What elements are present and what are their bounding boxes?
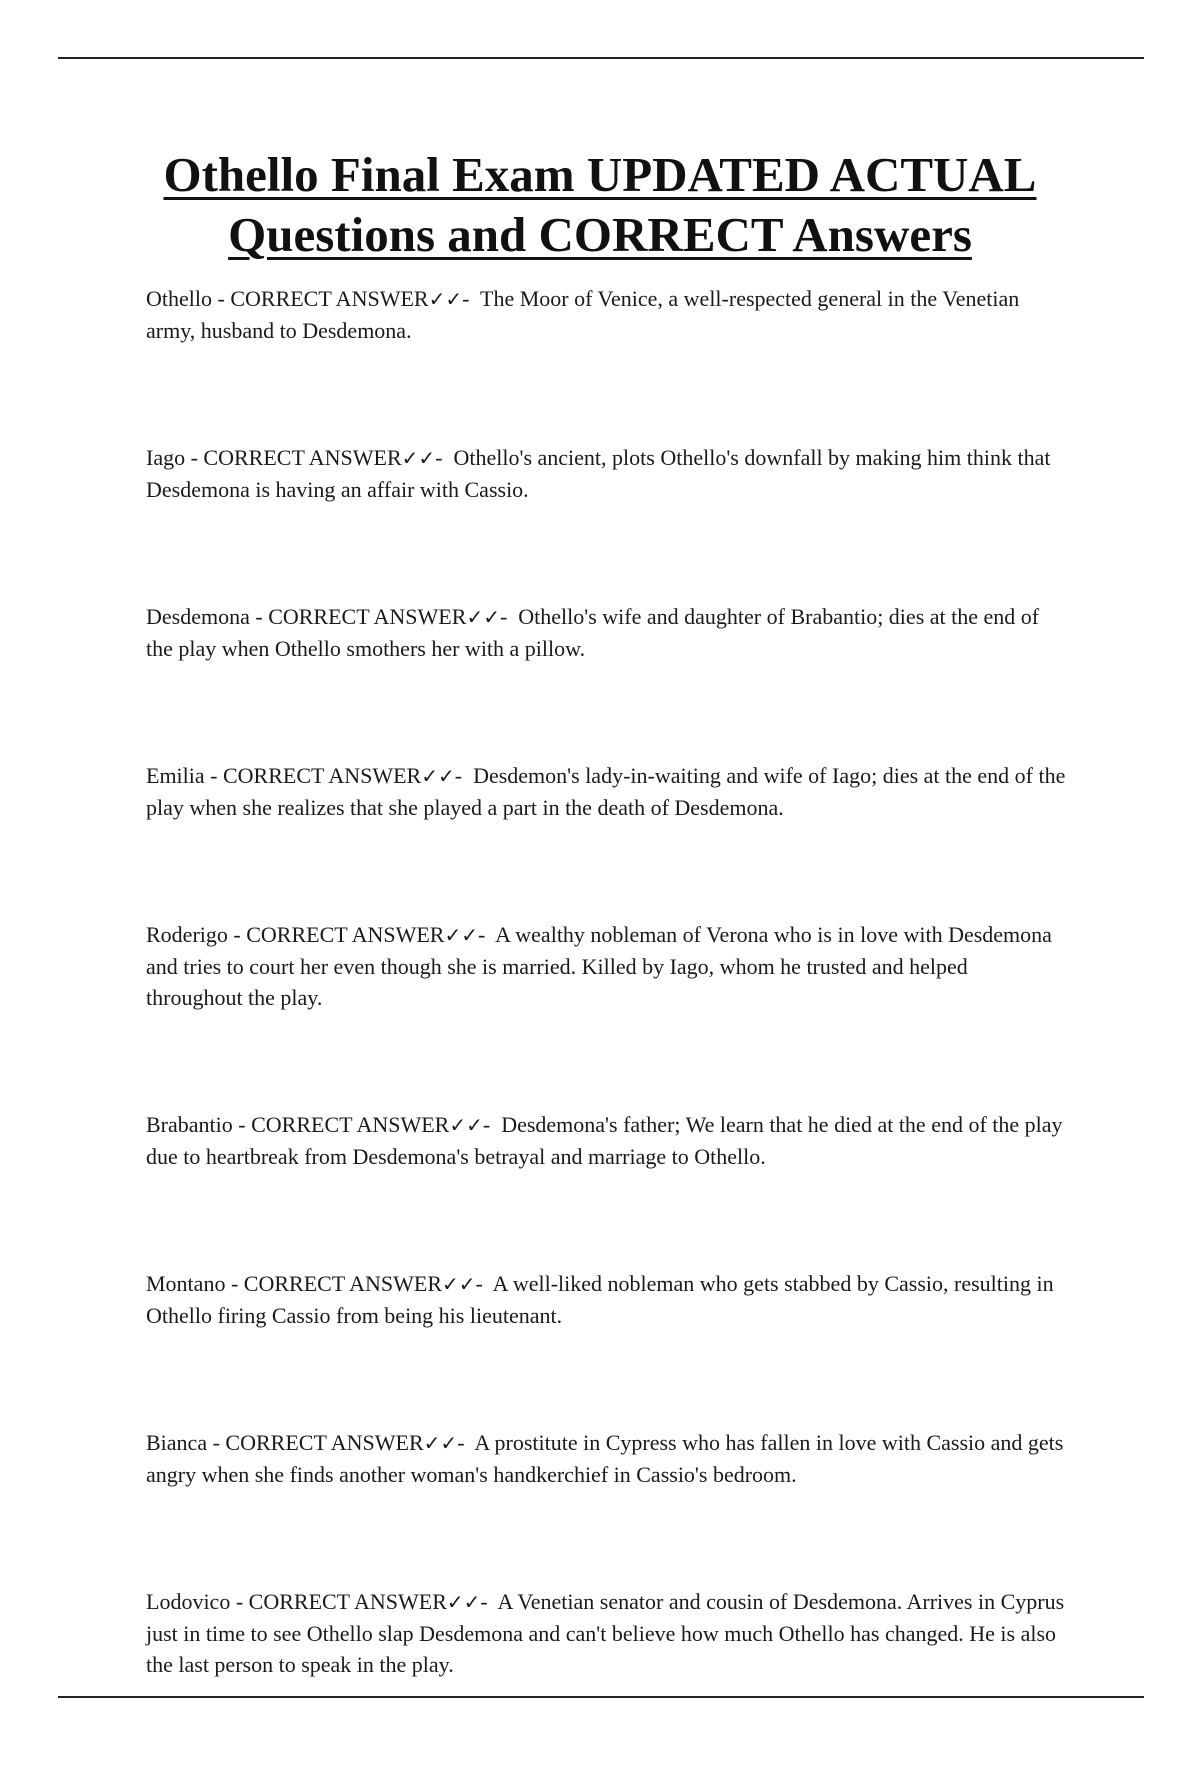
qa-entry: Emilia - CORRECT ANSWER✓✓- Desdemon's lady-in-waiting and wife of Iago; dies at the end of the play when she realizes that she played a part in the death of Desdemona. [146, 763, 1066, 820]
entry-definition: Desdemon's lady-in-waiting and wife of Iago; dies at the end of the play when she realizes that she played a part in the death of Desdemona. [146, 763, 1066, 820]
title-line-1: Othello Final Exam UPDATED ACTUAL [163, 147, 1037, 202]
double-check-icon: ✓✓ [442, 1272, 476, 1296]
entry-definition: A well-liked nobleman who gets stabbed by Cassio, resulting in Othello firing Cassio from being his lieutenant. [146, 1271, 1054, 1328]
answer-label: CORRECT ANSWER [251, 1112, 450, 1137]
qa-entry: Lodovico - CORRECT ANSWER✓✓- A Venetian senator and cousin of Desdemona. Arrives in Cyprus just in time to see Othello slap Desdemona and can't believe how much Othello has changed. He is also the last person to speak in the play. [146, 1589, 1065, 1677]
entry-definition: The Moor of Venice, a well-respected general in the Venetian army, husband to Desdemona. [146, 286, 1020, 343]
answer-label: CORRECT ANSWER [243, 1271, 443, 1296]
answer-label: CORRECT ANSWER [268, 604, 467, 629]
entry-definition: Othello's wife and daughter of Brabantio; dies at the end of the play when Othello smothers her with a pillow. [146, 604, 1040, 661]
double-check-icon: ✓✓ [444, 923, 478, 947]
qa-entry: Roderigo - CORRECT ANSWER✓✓- A wealthy nobleman of Verona who is in love with Desdemona and tries to court her even though she is married. Killed by Iago, whom he trusted and helped throughout the play. [146, 922, 1052, 1010]
qa-list [146, 283, 1066, 1776]
entry-term: Desdemona [146, 604, 250, 629]
entry-term: Bianca [146, 1430, 208, 1455]
double-check-icon: ✓✓ [449, 1113, 483, 1137]
entry-term: Montano [146, 1271, 226, 1296]
top-rule [58, 57, 1144, 59]
entry-term: Roderigo [146, 922, 228, 947]
answer-label: CORRECT ANSWER [222, 763, 422, 788]
qa-entry: Brabantio - CORRECT ANSWER✓✓- Desdemona's father; We learn that he died at the end of the play due to heartbreak from Desdemona's betrayal and marriage to Othello. [146, 1112, 1063, 1169]
entry-term: Emilia [146, 763, 205, 788]
answer-label: CORRECT ANSWER [248, 1589, 447, 1614]
entry-term: Othello [146, 286, 212, 311]
double-check-icon: ✓✓ [423, 1431, 458, 1455]
double-check-icon: ✓✓ [446, 1590, 481, 1614]
entry-definition: A wealthy nobleman of Verona who is in love with Desdemona and tries to court her even though she is married. Killed by Iago, whom he trusted and helped throughout the play. [146, 922, 1052, 1010]
entry-term: Lodovico [146, 1589, 231, 1614]
double-check-icon: ✓✓ [466, 605, 500, 629]
qa-entry: Iago - CORRECT ANSWER✓✓- Othello's ancient, plots Othello's downfall by making him think that Desdemona is having an affair with Cassio. [146, 445, 1051, 502]
double-check-icon: ✓✓ [401, 446, 436, 470]
answer-label: CORRECT ANSWER [246, 922, 445, 947]
double-check-icon: ✓✓ [428, 287, 463, 311]
qa-entry: Bianca - CORRECT ANSWER✓✓- A prostitute in Cypress who has fallen in love with Cassio and gets angry when she finds another woman's handkerchief in Cassio's bedroom. [146, 1430, 1064, 1487]
answer-label: CORRECT ANSWER [230, 286, 429, 311]
title-line-2: Questions and CORRECT Answers [228, 207, 972, 262]
qa-entry: Othello - CORRECT ANSWER✓✓- The Moor of Venice, a well-respected general in the Venetian army, husband to Desdemona. [146, 286, 1020, 343]
entry-definition: A Venetian senator and cousin of Desdemona. Arrives in Cyprus just in time to see Othello slap Desdemona and can't believe how much Othello has changed. He is also the last person to speak in the play. [146, 1589, 1065, 1677]
entry-definition: A prostitute in Cypress who has fallen in love with Cassio and gets angry when she finds another woman's handkerchief in Cassio's bedroom. [146, 1430, 1064, 1487]
qa-entry: Montano - CORRECT ANSWER✓✓- A well-liked nobleman who gets stabbed by Cassio, resulting in Othello firing Cassio from being his lieutenant. [146, 1271, 1054, 1328]
answer-label: CORRECT ANSWER [203, 445, 402, 470]
entry-term: Iago [146, 445, 186, 470]
answer-label: CORRECT ANSWER [225, 1430, 424, 1455]
document-title [60, 145, 1140, 265]
qa-entry: Desdemona - CORRECT ANSWER✓✓- Othello's wife and daughter of Brabantio; dies at the end of the play when Othello smothers her with a pillow. [146, 604, 1040, 661]
double-check-icon: ✓✓ [421, 764, 455, 788]
entry-definition: Othello's ancient, plots Othello's downfall by making him think that Desdemona is having an affair with Cassio. [146, 445, 1051, 502]
bottom-rule [58, 1696, 1144, 1698]
entry-term: Brabantio [146, 1112, 233, 1137]
entry-definition: Desdemona's father; We learn that he died at the end of the play due to heartbreak from Desdemona's betrayal and marriage to Othello. [146, 1112, 1063, 1169]
